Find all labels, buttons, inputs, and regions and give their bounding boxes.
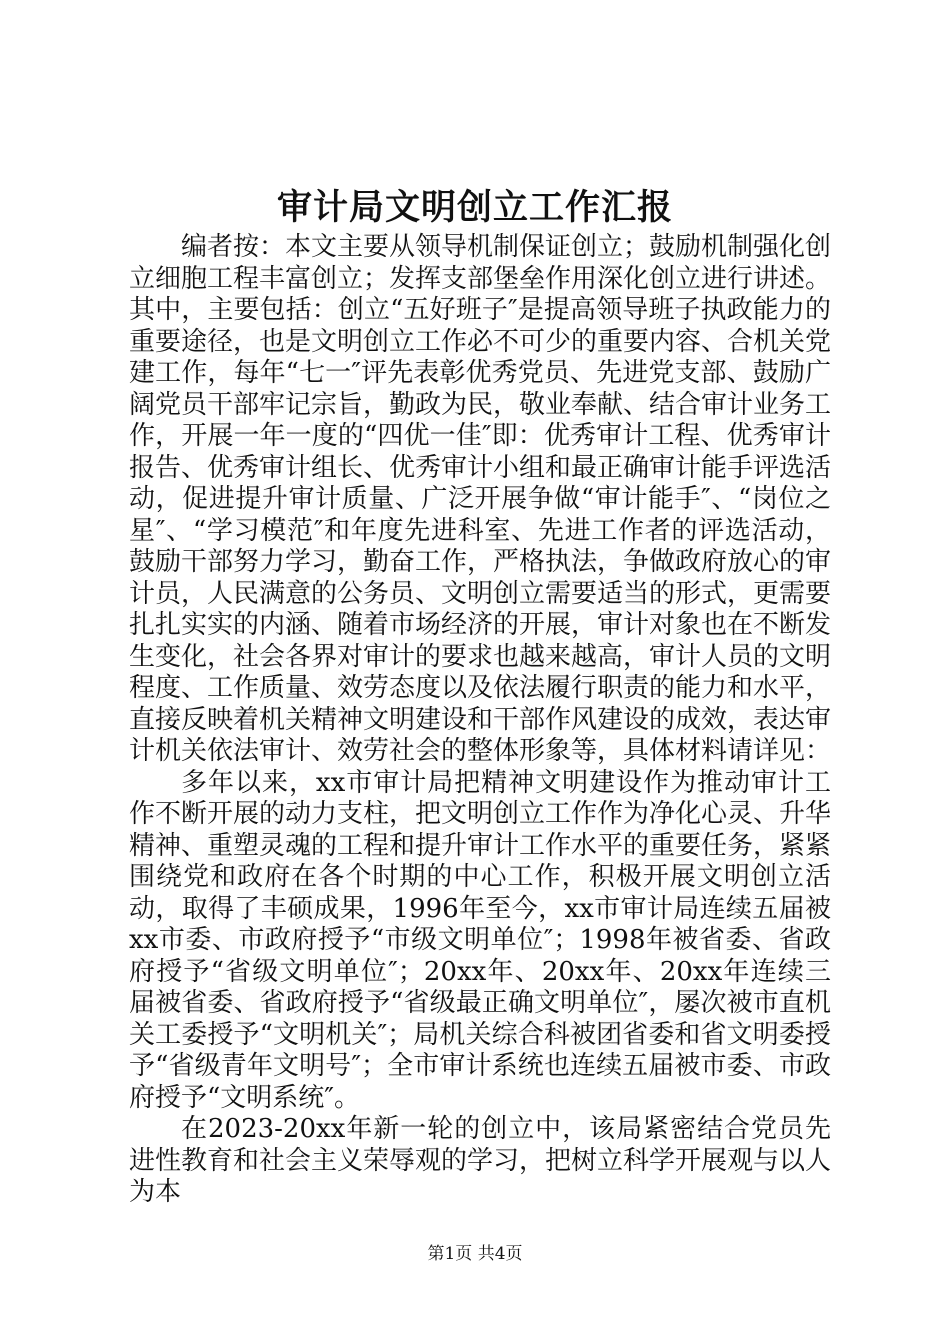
paragraph-editor-note: 编者按：本文主要从领导机制保证创立；鼓励机制强化创立细胞工程丰富创立；发挥支部堡垒作用深化创立进行讲述。其中，主要包括：创立“五好班子″是提高领导班子执政能力的重要途径，也是文明创立工作必不可少的重要内容、合机关党建工作，每年“七一″评先表彰优秀党员、先进党支部、鼓励广阔党员干部牢记宗旨，勤政为民，敬业奉献、结合审计业务工作，开展一年一度的“四优一佳″即：优秀审计工程、优秀审计报告、优秀审计组长、优秀审计小组和最正确审计能手评选活动，促进提升审计质量、广泛开展争做“审计能手″、“岗位之星″、“学习模范″和年度先进科室、先进工作者的评选活动，鼓励干部努力学习，勤奋工作，严格执法，争做政府放心的审计员，人民满意的公务员、文明创立需要适当的形式，更需要扎扎实实的内涵、随着市场经济的开展，审计对象也在不断发生变化，社会各界对审计的要求也越来越高，审计人员的文明程度、工作质量、效劳态度以及依法履行职责的能力和水平，直接反映着机关精神文明建设和干部作风建设的成效，表达审计机关依法审计、效劳社会的整体形象等，具体材料请详见： — [129, 232, 832, 766]
paragraph-history: 多年以来，xx市审计局把精神文明建设作为推动审计工作不断开展的动力支柱，把文明创立工作作为净化心灵、升华精神、重塑灵魂的工程和提升审计工作水平的重要任务，紧紧围绕党和政府在各个时期的中心工作，积极开展文明创立活动，取得了丰硕成果，1996年至今，xx市审计局连续五届被xx市委、市政府授予“市级文明单位″；1998年被省委、省政府授予“省级文明单位″；20xx年、20xx年、20xx年连续三届被省委、省政府授予“省级最正确文明单位″，屡次被市直机关工委授予“文明机关″；局机关综合科被团省委和省文明委授予“省级青年文明号″；全市审计系统也连续五届被市委、市政府授予“文明系统″。 — [129, 767, 832, 1113]
document-title: 审计局文明创立工作汇报 — [276, 187, 673, 228]
page-footer: 第1页 共4页 — [427, 1244, 523, 1264]
paragraph-new-round: 在2023-20xx年新一轮的创立中，该局紧密结合党员先进性教育和社会主义荣辱观的学习，把树立科学开展观与以人为本 — [129, 1114, 832, 1207]
document-body — [129, 232, 831, 1209]
